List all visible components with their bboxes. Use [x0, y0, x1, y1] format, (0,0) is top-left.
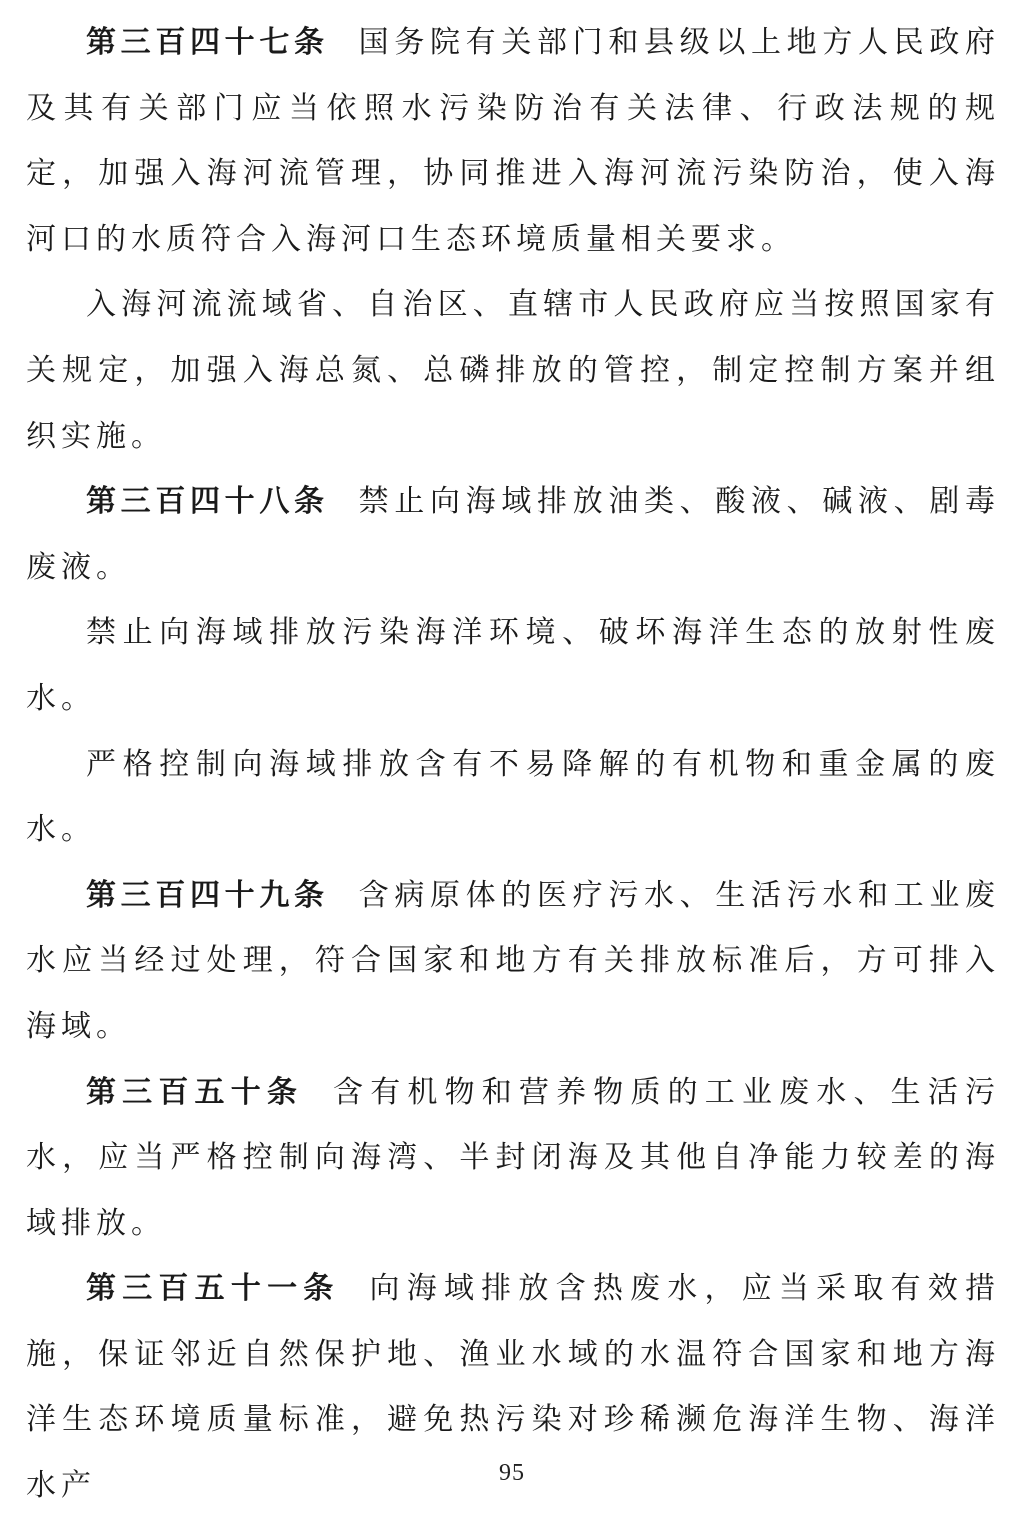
document-body	[26, 10, 1000, 1519]
paragraph	[26, 272, 1000, 469]
article-paragraph	[26, 863, 1000, 1060]
article-number: 第三百四十七条	[86, 25, 329, 60]
paragraph	[26, 600, 1000, 731]
paragraph-text: 严格控制向海域排放含有不易降解的有机物和重金属的废水。	[26, 746, 1000, 848]
article-number: 第三百四十九条	[86, 877, 329, 913]
article-paragraph	[26, 10, 1000, 272]
article-number: 第三百五十一条	[86, 1271, 340, 1307]
paragraph-text: 国务院有关部门和县级以上地方人民政府及其有关部门应当依照水污染防治有关法律、行政法规的规定，加强入海河流管理，协同推进入海河流污染防治，使入海河口的水质符合入海河口生态环境质量相关要求。	[26, 25, 1001, 257]
paragraph	[26, 732, 1000, 863]
page-number: 95	[499, 1460, 525, 1486]
paragraph-text: 向海域排放含热废水，应当采取有效措施，保证邻近自然保护地、渔业水域的水温符合国家和地方海洋生态环境质量标准，避免热污染对珍稀濒危海洋生物、海洋水产	[26, 1271, 1001, 1504]
paragraph-text: 入海河流流域省、自治区、直辖市人民政府应当按照国家有关规定，加强入海总氮、总磷排放的管控，制定控制方案并组织实施。	[26, 287, 1000, 454]
article-number: 第三百五十条	[86, 1074, 304, 1110]
paragraph-text: 含病原体的医疗污水、生活污水和工业废水应当经过处理，符合国家和地方有关排放标准后，方可排入海域。	[26, 877, 1001, 1044]
article-paragraph	[26, 469, 1000, 600]
paragraph-text: 含有机物和营养物质的工业废水、生活污水，应当严格控制向海湾、半封闭海及其他自净能力较差的海域排放。	[26, 1074, 1001, 1241]
paragraph-text: 禁止向海域排放污染海洋环境、破坏海洋生态的放射性废水。	[26, 615, 1000, 716]
article-paragraph	[26, 1060, 1000, 1257]
article-number: 第三百四十八条	[86, 484, 329, 520]
paragraph-text: 禁止向海域排放油类、酸液、碱液、剧毒废液。	[26, 484, 1001, 585]
